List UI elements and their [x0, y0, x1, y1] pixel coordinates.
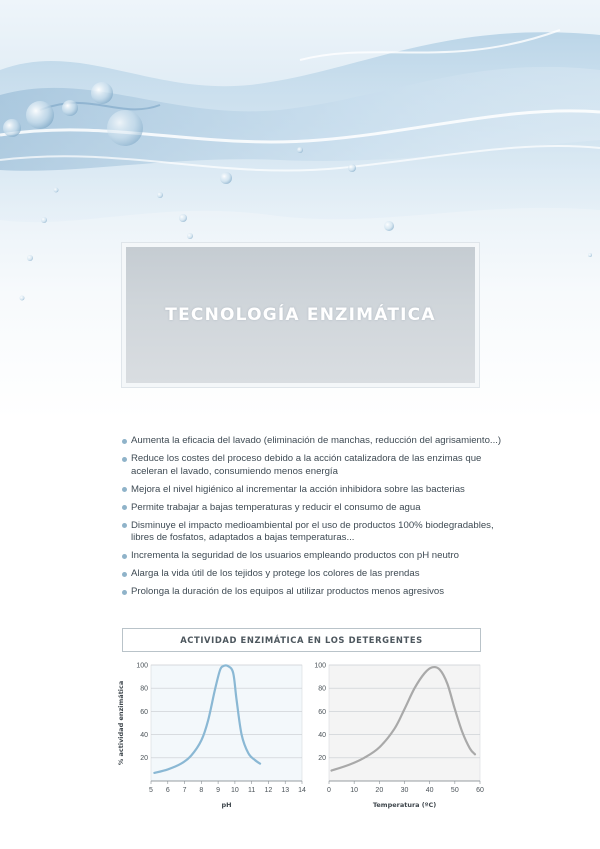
- list-item: [122, 453, 502, 478]
- ph-x-tick-label: 7: [182, 787, 187, 794]
- list-item-text: Incrementa la seguridad de los usuarios empleando productos con pH neutro: [131, 550, 459, 562]
- bullet-icon: [122, 505, 127, 510]
- ph-y-tick-label: 100: [136, 662, 148, 670]
- temperature-y-tick-label: 100: [314, 662, 326, 670]
- bullet-icon: [122, 457, 127, 462]
- bullet-icon: [122, 487, 127, 492]
- list-item: [122, 586, 502, 599]
- ph-x-tick-label: 14: [298, 787, 306, 794]
- temperature-x-tick-label: 10: [350, 787, 359, 794]
- ph-x-tick-label: 13: [281, 787, 290, 794]
- ph-x-tick-label: 10: [230, 787, 239, 794]
- ph-y-tick-label: 60: [140, 708, 148, 716]
- ph-x-tick-label: 8: [199, 787, 204, 794]
- ph-x-tick-label: 12: [264, 787, 273, 794]
- temperature-x-tick-label: 40: [425, 787, 434, 794]
- chart-section-title: ACTIVIDAD ENZIMÁTICA EN LOS DETERGENTES: [180, 635, 423, 645]
- chart-section-header: [122, 628, 481, 652]
- temperature-x-axis-label: Temperatura (ºC): [372, 801, 437, 809]
- list-item: [122, 435, 502, 448]
- list-item-text: Reduce los costes del proceso debido a la acción catalizadora de las enzimas que aceleran el lavado, consumiendo menos energía: [131, 452, 482, 477]
- temperature-y-tick-label: 20: [318, 755, 326, 763]
- temperature-x-tick-label: 60: [476, 787, 484, 794]
- bullet-icon: [122, 439, 127, 444]
- temperature-y-tick-label: 40: [318, 732, 326, 739]
- ph-y-tick-label: 20: [140, 755, 148, 763]
- list-item-text: Alarga la vida útil de los tejidos y protege los colores de las prendas: [131, 568, 420, 580]
- temperature-x-tick-label: 20: [375, 787, 384, 794]
- bullet-icon: [122, 590, 127, 595]
- benefits-list: [122, 435, 502, 604]
- list-item-text: Prolonga la duración de los equipos al utilizar productos menos agresivos: [131, 586, 445, 598]
- list-item: [122, 568, 502, 581]
- ph-y-tick-label: 80: [140, 685, 148, 693]
- list-item: [122, 484, 502, 497]
- list-item-text: Disminuye el impacto medioambiental por el uso de productos 100% biodegradables, libres de fosfatos, adaptados a bajas temperaturas...: [131, 519, 494, 544]
- ph-x-tick-label: 6: [165, 787, 170, 794]
- bullet-icon: [122, 554, 127, 559]
- temperature-x-tick-label: 50: [450, 787, 459, 794]
- list-item-text: Mejora el nivel higiénico al incrementar la acción inhibidora sobre las bacterias: [131, 483, 465, 495]
- list-item-text: Permite trabajar a bajas temperaturas y reducir el consumo de agua: [131, 501, 421, 513]
- ph-x-tick-label: 11: [248, 787, 256, 794]
- temperature-y-tick-label: 80: [318, 685, 326, 693]
- temperature-x-tick-label: 0: [327, 787, 331, 794]
- list-item: [122, 550, 502, 563]
- list-item: [122, 502, 502, 515]
- ph-y-axis-label: % actividad enzimática: [117, 680, 125, 766]
- list-item: [122, 520, 502, 545]
- list-item-text: Aumenta la eficacia del lavado (eliminación de manchas, reducción del agrisamiento...): [131, 435, 502, 446]
- temperature-y-tick-label: 60: [318, 708, 326, 716]
- title-panel: [122, 243, 479, 387]
- bullet-icon: [122, 523, 127, 528]
- ph-chart: [117, 662, 306, 809]
- enzyme-activity-charts: [0, 655, 600, 845]
- temperature-x-tick-label: 30: [400, 787, 409, 794]
- ph-x-tick-label: 5: [149, 787, 153, 794]
- ph-x-axis-label: pH: [221, 801, 232, 809]
- bullet-icon: [122, 572, 127, 577]
- ph-y-tick-label: 40: [140, 732, 148, 739]
- ph-x-tick-label: 9: [216, 787, 221, 794]
- page-title: TECNOLOGÍA ENZIMÁTICA: [165, 305, 436, 325]
- ph-plot-area: [151, 665, 302, 781]
- temperature-chart: [314, 662, 484, 809]
